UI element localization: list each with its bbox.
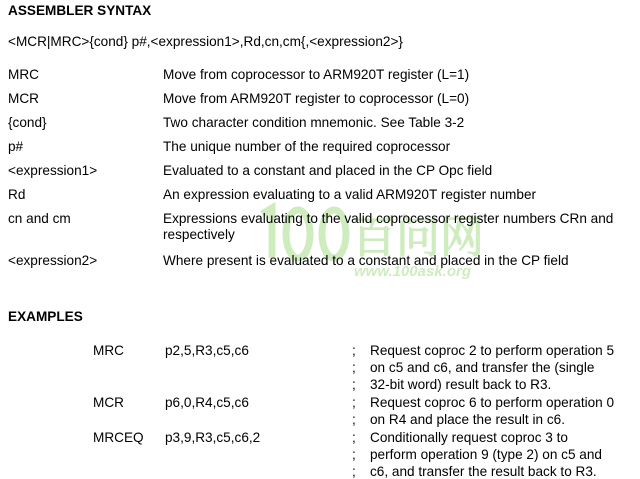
- example-mnemonic: MCR: [93, 395, 124, 410]
- example-comment-sep: ;: [352, 464, 356, 479]
- definition-desc: An expression evaluating to a valid ARM920T register number: [163, 187, 537, 202]
- example-comment-sep: ;: [352, 395, 356, 410]
- definition-term: {cond}: [8, 115, 47, 130]
- definition-desc: Two character condition mnemonic. See Table 3-2: [163, 115, 465, 130]
- example-comment-sep: ;: [352, 360, 356, 375]
- definition-desc: The unique number of the required coprocessor: [163, 139, 451, 154]
- example-comment: c6, and transfer the result back to R3.: [370, 464, 597, 479]
- example-comment-sep: ;: [352, 377, 356, 392]
- syntax-line: <MCR|MRC>{cond} p#,<expression1>,Rd,cn,cm{,<expression2>}: [8, 34, 403, 49]
- examples-heading: EXAMPLES: [8, 309, 83, 324]
- definition-term: <expression1>: [8, 163, 98, 178]
- definition-desc: Where present is evaluated to a constant and placed in the CP field: [163, 253, 569, 268]
- example-comment: on c5 and c6, and transfer the (single: [370, 360, 595, 375]
- definition-term: Rd: [8, 187, 26, 202]
- example-comment-sep: ;: [352, 343, 356, 358]
- example-operands: p3,9,R3,c5,c6,2: [165, 430, 261, 445]
- definition-desc: Expressions evaluating to the valid coprocessor register numbers CRn and respectively: [163, 211, 614, 242]
- watermark-url-text: www.100ask.org: [354, 263, 471, 280]
- definition-term: MRC: [8, 67, 39, 82]
- example-comment: perform operation 9 (type 2) on c5 and: [370, 447, 602, 462]
- example-comment-sep: ;: [352, 447, 356, 462]
- example-comment: Request coproc 6 to perform operation 0: [370, 395, 615, 410]
- watermark-cn-text: 百问网: [352, 212, 484, 263]
- example-comment: on R4 and place the result in c6.: [370, 412, 565, 427]
- example-comment: Request coproc 2 to perform operation 5: [370, 343, 615, 358]
- example-comment-sep: ;: [352, 430, 356, 445]
- assembler-syntax-heading: ASSEMBLER SYNTAX: [8, 3, 152, 18]
- example-mnemonic: MRCEQ: [93, 430, 144, 445]
- definition-desc: Move from ARM920T register to coprocessor (L=0): [163, 91, 470, 106]
- definition-desc: Move from coprocessor to ARM920T register (L=1): [163, 67, 470, 82]
- example-operands: p2,5,R3,c5,c6: [165, 343, 249, 358]
- example-mnemonic: MRC: [93, 343, 124, 358]
- definition-term: <expression2>: [8, 253, 98, 268]
- definition-desc: Evaluated to a constant and placed in the CP Opc field: [163, 163, 493, 178]
- example-operands: p6,0,R4,c5,c6: [165, 395, 249, 410]
- definition-term: p#: [8, 139, 24, 154]
- definition-term: cn and cm: [8, 211, 71, 226]
- example-comment-sep: ;: [352, 412, 356, 427]
- definition-term: MCR: [8, 91, 39, 106]
- example-comment: Conditionally request coproc 3 to: [370, 430, 568, 445]
- example-comment: 32-bit word) result back to R3.: [370, 377, 552, 392]
